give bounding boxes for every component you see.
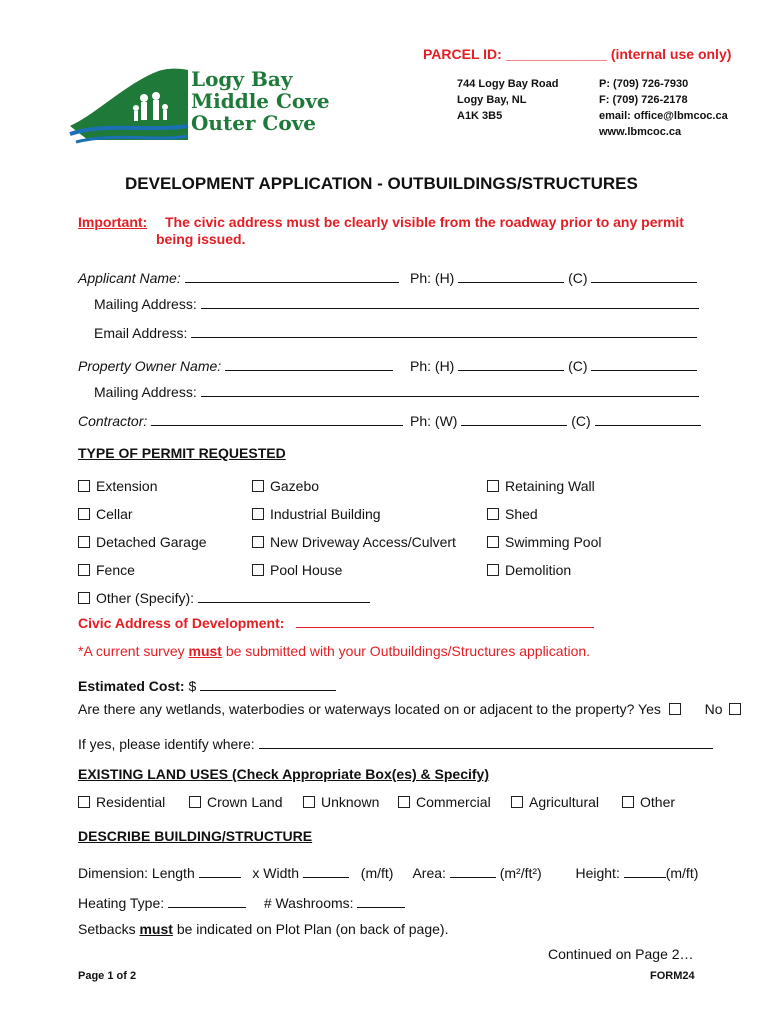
- contractor-ph-w-label: Ph: (W): [410, 413, 458, 429]
- applicant-mailing-field[interactable]: [201, 294, 699, 309]
- contractor-row: [78, 411, 403, 429]
- if-yes-field[interactable]: [259, 734, 713, 749]
- applicant-name-label: Applicant Name:: [78, 270, 181, 286]
- checkbox[interactable]: [511, 796, 523, 808]
- describe-building-heading: DESCRIBE BUILDING/STRUCTURE: [78, 828, 313, 844]
- checkbox[interactable]: [622, 796, 634, 808]
- email-address-field[interactable]: [191, 323, 697, 338]
- heating-type-label: Heating Type:: [78, 895, 165, 911]
- contractor-ph-c-field[interactable]: [595, 411, 701, 426]
- important-text-2: being issued.: [156, 231, 246, 247]
- applicant-row: [78, 268, 399, 286]
- other-specify-field[interactable]: [198, 588, 370, 603]
- owner-mailing-field[interactable]: [201, 382, 699, 397]
- checkbox[interactable]: [78, 480, 90, 492]
- permit-option-cellar[interactable]: Cellar: [78, 506, 133, 522]
- form-id: FORM24: [650, 970, 695, 982]
- land-use-agricultural[interactable]: Agricultural: [511, 794, 599, 810]
- checkbox[interactable]: [487, 564, 499, 576]
- height-unit: (m/ft): [665, 865, 699, 881]
- checkbox[interactable]: [398, 796, 410, 808]
- if-yes-row: [78, 734, 713, 752]
- email-address-label: Email Address:: [94, 325, 188, 341]
- checkbox[interactable]: [252, 536, 264, 548]
- length-field[interactable]: [199, 863, 241, 878]
- survey-must: must: [188, 643, 222, 659]
- other-specify-label: Other (Specify):: [96, 590, 195, 606]
- permit-option-detached-garage[interactable]: Detached Garage: [78, 534, 207, 550]
- length-label: Dimension: Length: [78, 865, 195, 881]
- heating-row: [78, 893, 405, 911]
- continued-note: Continued on Page 2…: [548, 946, 694, 962]
- address-line: A1K 3B5: [457, 110, 503, 122]
- parcel-id-label: PARCEL ID: _____________ (internal use only): [423, 46, 732, 62]
- contact-block: [599, 76, 728, 140]
- page-number: Page 1 of 2: [78, 970, 137, 982]
- fax-number: F: (709) 726-2178: [599, 94, 688, 106]
- civic-address-field[interactable]: [296, 613, 594, 628]
- permit-option-other: [78, 588, 370, 606]
- checkbox[interactable]: [78, 796, 90, 808]
- wetlands-no-label: No: [704, 701, 723, 717]
- important-text-1: The civic address must be clearly visible from the roadway prior to any permit: [165, 214, 684, 230]
- applicant-ph-h-field[interactable]: [458, 268, 564, 283]
- checkbox[interactable]: [252, 508, 264, 520]
- permit-option-new-driveway[interactable]: New Driveway Access/Culvert: [252, 534, 456, 550]
- owner-ph-h-label: Ph: (H): [410, 358, 455, 374]
- dimensions-row: [78, 863, 698, 881]
- wetlands-yes-checkbox[interactable]: [669, 703, 681, 715]
- heating-type-field[interactable]: [168, 893, 246, 908]
- phone-number: P: (709) 726-7930: [599, 78, 689, 90]
- checkbox[interactable]: [487, 508, 499, 520]
- important-notice: [78, 214, 684, 248]
- permit-option-fence[interactable]: Fence: [78, 562, 135, 578]
- logo-line-3: Outer Cove: [191, 111, 317, 135]
- checkbox[interactable]: [303, 796, 315, 808]
- land-use-crown-land[interactable]: Crown Land: [189, 794, 283, 810]
- survey-note: *A current survey must be submitted with your Outbuildings/Structures application.: [78, 643, 591, 659]
- permit-option-industrial-building[interactable]: Industrial Building: [252, 506, 381, 522]
- land-use-unknown[interactable]: Unknown: [303, 794, 379, 810]
- applicant-ph-h-label: Ph: (H): [410, 270, 455, 286]
- if-yes-label: If yes, please identify where:: [78, 736, 255, 752]
- checkbox[interactable]: [252, 480, 264, 492]
- wetlands-question: Are there any wetlands, waterbodies or waterways located on or adjacent to the property? Yes: [78, 701, 661, 717]
- estimated-cost-label: Estimated Cost:: [78, 678, 185, 694]
- checkbox[interactable]: [78, 564, 90, 576]
- contractor-ph-w-field[interactable]: [461, 411, 567, 426]
- permit-type-heading: TYPE OF PERMIT REQUESTED: [78, 445, 286, 461]
- important-label: Important:: [78, 214, 148, 230]
- owner-mailing-row: [94, 382, 699, 400]
- estimated-cost-row: [78, 676, 336, 694]
- land-uses-heading: EXISTING LAND USES (Check Appropriate Box(es) & Specify): [78, 766, 489, 782]
- permit-option-demolition[interactable]: Demolition: [487, 562, 571, 578]
- civic-address-row: [78, 613, 594, 631]
- municipality-logo: [66, 62, 330, 152]
- owner-row: [78, 356, 393, 374]
- dimension-unit: (m/ft): [360, 865, 394, 881]
- height-label: Height:: [575, 865, 620, 881]
- checkbox[interactable]: [78, 508, 90, 520]
- setbacks-must: must: [139, 921, 173, 937]
- address-line: 744 Logy Bay Road: [457, 78, 559, 90]
- permit-option-pool-house[interactable]: Pool House: [252, 562, 342, 578]
- area-unit: (m²/ft²): [499, 865, 542, 881]
- estimated-cost-field[interactable]: [200, 676, 336, 691]
- email-address: email: office@lbmcoc.ca: [599, 110, 728, 122]
- wetlands-no-checkbox[interactable]: [729, 703, 741, 715]
- permit-option-retaining-wall[interactable]: Retaining Wall: [487, 478, 595, 494]
- permit-option-shed[interactable]: Shed: [487, 506, 538, 522]
- owner-ph-c-label: (C): [568, 358, 588, 374]
- property-owner-label: Property Owner Name:: [78, 358, 222, 374]
- land-use-commercial[interactable]: Commercial: [398, 794, 491, 810]
- setbacks-note: Setbacks must be indicated on Plot Plan (on back of page).: [78, 921, 449, 937]
- checkbox[interactable]: [189, 796, 201, 808]
- width-field[interactable]: [303, 863, 349, 878]
- applicant-ph-c-label: (C): [568, 270, 588, 286]
- property-owner-field[interactable]: [225, 356, 393, 371]
- wetlands-row: [78, 701, 747, 717]
- washrooms-label: # Washrooms:: [263, 895, 354, 911]
- address-block: [457, 76, 558, 124]
- applicant-name-field[interactable]: [185, 268, 399, 283]
- form-title: DEVELOPMENT APPLICATION - OUTBUILDINGS/STRUCTURES: [125, 174, 638, 193]
- checkbox[interactable]: [78, 592, 90, 604]
- land-use-residential[interactable]: Residential: [78, 794, 165, 810]
- area-label: Area:: [412, 865, 446, 881]
- checkbox[interactable]: [252, 564, 264, 576]
- permit-option-gazebo[interactable]: Gazebo: [252, 478, 319, 494]
- address-line: Logy Bay, NL: [457, 94, 527, 106]
- applicant-phone-row: [410, 268, 697, 286]
- contractor-field[interactable]: [151, 411, 403, 426]
- height-field[interactable]: [624, 863, 666, 878]
- logo-line-1: Logy Bay: [191, 67, 293, 91]
- contractor-ph-c-label: (C): [571, 413, 591, 429]
- email-row: [94, 323, 697, 341]
- owner-mailing-label: Mailing Address:: [94, 384, 197, 400]
- width-label: x Width: [252, 865, 300, 881]
- permit-option-swimming-pool[interactable]: Swimming Pool: [487, 534, 601, 550]
- land-use-other[interactable]: Other: [622, 794, 675, 810]
- owner-ph-h-field[interactable]: [458, 356, 564, 371]
- checkbox[interactable]: [487, 480, 499, 492]
- area-field[interactable]: [450, 863, 496, 878]
- owner-phone-row: [410, 356, 697, 374]
- applicant-mailing-row: [94, 294, 699, 312]
- washrooms-field[interactable]: [357, 893, 405, 908]
- dollar-sign: $: [188, 678, 197, 694]
- applicant-ph-c-field[interactable]: [591, 268, 697, 283]
- civic-address-label: Civic Address of Development:: [78, 615, 285, 631]
- permit-option-extension[interactable]: Extension: [78, 478, 157, 494]
- contractor-label: Contractor:: [78, 413, 148, 429]
- logo-line-2: Middle Cove: [191, 89, 330, 113]
- owner-ph-c-field[interactable]: [591, 356, 697, 371]
- contractor-phone-row: [410, 411, 701, 429]
- checkbox[interactable]: [78, 536, 90, 548]
- applicant-mailing-label: Mailing Address:: [94, 296, 197, 312]
- website-url: www.lbmcoc.ca: [599, 126, 682, 138]
- checkbox[interactable]: [487, 536, 499, 548]
